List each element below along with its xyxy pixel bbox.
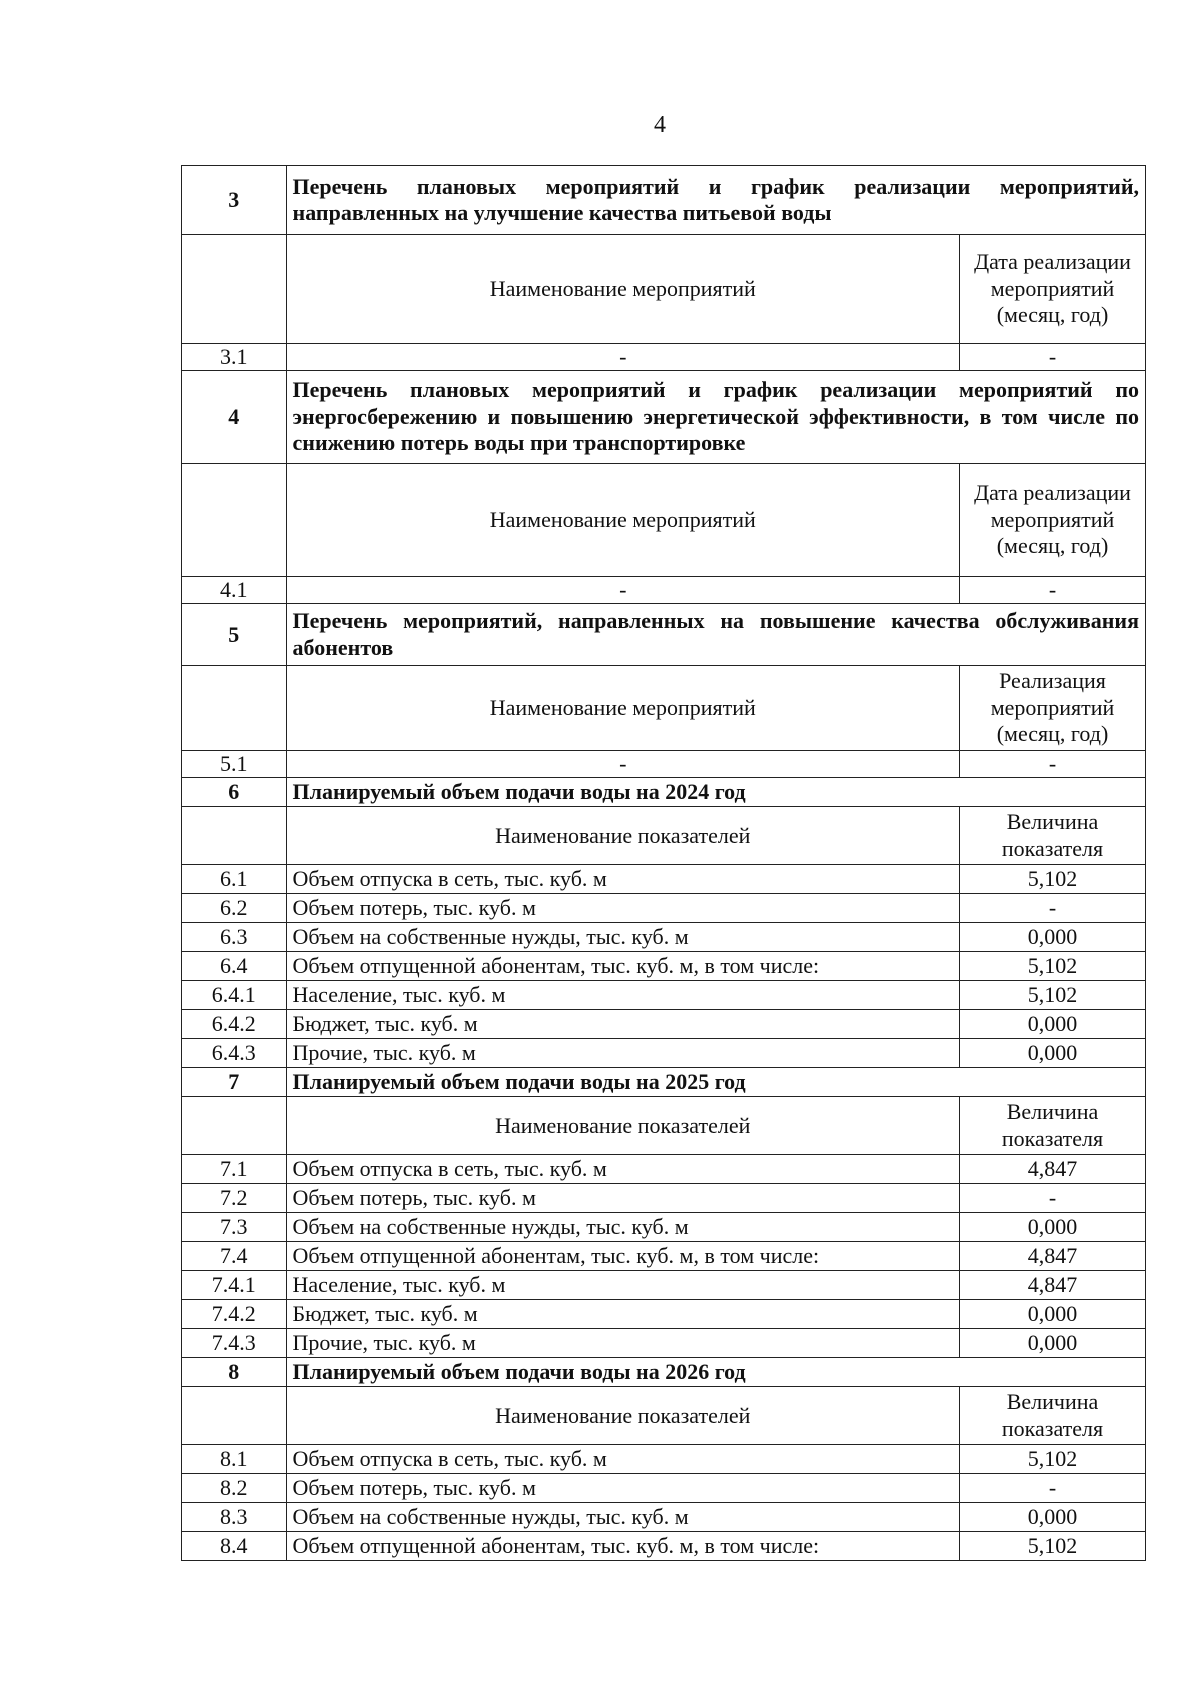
column-header-value: Величина показателя bbox=[960, 1097, 1146, 1155]
row-value: - bbox=[960, 344, 1146, 371]
row-name: Население, тыс. куб. м bbox=[286, 1271, 959, 1300]
row-value: 5,102 bbox=[960, 981, 1146, 1010]
section-header-7 bbox=[182, 1068, 1146, 1097]
row-name: - bbox=[286, 751, 959, 778]
table-row bbox=[182, 1474, 1146, 1503]
column-header-row bbox=[182, 666, 1146, 751]
row-number: 7.2 bbox=[182, 1184, 287, 1213]
empty-cell bbox=[182, 235, 287, 344]
column-header-row bbox=[182, 807, 1146, 865]
column-header-value: Дата реализации мероприятий (месяц, год) bbox=[960, 464, 1146, 577]
table-row bbox=[182, 894, 1146, 923]
row-number: 6.1 bbox=[182, 865, 287, 894]
row-name: - bbox=[286, 344, 959, 371]
column-header-row bbox=[182, 1387, 1146, 1445]
table-row bbox=[182, 981, 1146, 1010]
row-name: Прочие, тыс. куб. м bbox=[286, 1039, 959, 1068]
section-title: Перечень мероприятий, направленных на повышение качества обслуживания абонентов bbox=[286, 604, 1145, 666]
section-title: Планируемый объем подачи воды на 2025 год bbox=[286, 1068, 1145, 1097]
row-number: 7.4 bbox=[182, 1242, 287, 1271]
section-number: 7 bbox=[182, 1068, 287, 1097]
section-title: Перечень плановых мероприятий и график реализации мероприятий, направленных на улучшение качества питьевой воды bbox=[286, 166, 1145, 235]
row-number: 6.4.3 bbox=[182, 1039, 287, 1068]
table-row bbox=[182, 1445, 1146, 1474]
row-value: 0,000 bbox=[960, 1329, 1146, 1358]
row-name: Объем отпуска в сеть, тыс. куб. м bbox=[286, 865, 959, 894]
row-value: 0,000 bbox=[960, 1010, 1146, 1039]
row-name: Объем отпущенной абонентам, тыс. куб. м, в том числе: bbox=[286, 952, 959, 981]
section-header-6 bbox=[182, 778, 1146, 807]
row-name: Объем отпущенной абонентам, тыс. куб. м, в том числе: bbox=[286, 1242, 959, 1271]
row-number: 3.1 bbox=[182, 344, 287, 371]
row-number: 7.4.1 bbox=[182, 1271, 287, 1300]
row-number: 8.2 bbox=[182, 1474, 287, 1503]
section-number: 8 bbox=[182, 1358, 287, 1387]
row-value: 0,000 bbox=[960, 1503, 1146, 1532]
table-row bbox=[182, 577, 1146, 604]
column-header-row bbox=[182, 235, 1146, 344]
table-row bbox=[182, 1242, 1146, 1271]
row-number: 6.4.1 bbox=[182, 981, 287, 1010]
row-number: 7.4.3 bbox=[182, 1329, 287, 1358]
column-header-value: Величина показателя bbox=[960, 1387, 1146, 1445]
row-value: - bbox=[960, 1474, 1146, 1503]
section-title: Планируемый объем подачи воды на 2026 год bbox=[286, 1358, 1145, 1387]
row-number: 6.2 bbox=[182, 894, 287, 923]
row-value: 5,102 bbox=[960, 865, 1146, 894]
row-value: 4,847 bbox=[960, 1271, 1146, 1300]
row-name: Объем на собственные нужды, тыс. куб. м bbox=[286, 1213, 959, 1242]
section-title: Планируемый объем подачи воды на 2024 год bbox=[286, 778, 1145, 807]
row-value: 5,102 bbox=[960, 1445, 1146, 1474]
row-number: 8.4 bbox=[182, 1532, 287, 1561]
column-header-row bbox=[182, 1097, 1146, 1155]
table-row bbox=[182, 751, 1146, 778]
row-value: 0,000 bbox=[960, 1300, 1146, 1329]
row-value: 0,000 bbox=[960, 923, 1146, 952]
row-value: - bbox=[960, 577, 1146, 604]
empty-cell bbox=[182, 1097, 287, 1155]
row-number: 7.3 bbox=[182, 1213, 287, 1242]
row-name: Прочие, тыс. куб. м bbox=[286, 1329, 959, 1358]
row-value: - bbox=[960, 751, 1146, 778]
row-value: - bbox=[960, 1184, 1146, 1213]
column-header-value: Реализация мероприятий (месяц, год) bbox=[960, 666, 1146, 751]
row-name: - bbox=[286, 577, 959, 604]
table-row bbox=[182, 952, 1146, 981]
column-header-name: Наименование показателей bbox=[286, 1387, 959, 1445]
table-row bbox=[182, 344, 1146, 371]
table-row bbox=[182, 1300, 1146, 1329]
column-header-name: Наименование мероприятий bbox=[286, 464, 959, 577]
row-name: Объем на собственные нужды, тыс. куб. м bbox=[286, 923, 959, 952]
row-value: - bbox=[960, 894, 1146, 923]
table-row bbox=[182, 1039, 1146, 1068]
row-value: 5,102 bbox=[960, 952, 1146, 981]
table-row bbox=[182, 1010, 1146, 1039]
section-header-4 bbox=[182, 371, 1146, 464]
row-number: 7.4.2 bbox=[182, 1300, 287, 1329]
table-row bbox=[182, 923, 1146, 952]
table-row bbox=[182, 1184, 1146, 1213]
row-name: Бюджет, тыс. куб. м bbox=[286, 1300, 959, 1329]
row-name: Объем отпуска в сеть, тыс. куб. м bbox=[286, 1445, 959, 1474]
table-row bbox=[182, 1155, 1146, 1184]
row-name: Объем отпуска в сеть, тыс. куб. м bbox=[286, 1155, 959, 1184]
section-number: 3 bbox=[182, 166, 287, 235]
row-number: 6.3 bbox=[182, 923, 287, 952]
column-header-value: Дата реализации мероприятий (месяц, год) bbox=[960, 235, 1146, 344]
row-number: 6.4 bbox=[182, 952, 287, 981]
row-value: 4,847 bbox=[960, 1242, 1146, 1271]
empty-cell bbox=[182, 464, 287, 577]
table-row bbox=[182, 1532, 1146, 1561]
section-number: 5 bbox=[182, 604, 287, 666]
row-name: Объем на собственные нужды, тыс. куб. м bbox=[286, 1503, 959, 1532]
column-header-name: Наименование мероприятий bbox=[286, 666, 959, 751]
row-number: 6.4.2 bbox=[182, 1010, 287, 1039]
table-row bbox=[182, 1503, 1146, 1532]
page-number: 4 bbox=[654, 112, 666, 138]
row-name: Объем потерь, тыс. куб. м bbox=[286, 1184, 959, 1213]
row-value: 4,847 bbox=[960, 1155, 1146, 1184]
table-row bbox=[182, 1329, 1146, 1358]
row-number: 8.3 bbox=[182, 1503, 287, 1532]
row-name: Объем потерь, тыс. куб. м bbox=[286, 894, 959, 923]
section-title: Перечень плановых мероприятий и график реализации мероприятий по энергосбережению и повышению энергетической эффективности, в том числе по снижению потерь воды при транспортировке bbox=[286, 371, 1145, 464]
row-value: 0,000 bbox=[960, 1039, 1146, 1068]
row-name: Объем отпущенной абонентам, тыс. куб. м, в том числе: bbox=[286, 1532, 959, 1561]
column-header-row bbox=[182, 464, 1146, 577]
section-header-8 bbox=[182, 1358, 1146, 1387]
document-table bbox=[181, 165, 1146, 1561]
section-header-3 bbox=[182, 166, 1146, 235]
row-name: Население, тыс. куб. м bbox=[286, 981, 959, 1010]
column-header-name: Наименование мероприятий bbox=[286, 235, 959, 344]
empty-cell bbox=[182, 807, 287, 865]
empty-cell bbox=[182, 666, 287, 751]
row-value: 0,000 bbox=[960, 1213, 1146, 1242]
row-name: Объем потерь, тыс. куб. м bbox=[286, 1474, 959, 1503]
column-header-value: Величина показателя bbox=[960, 807, 1146, 865]
section-header-5 bbox=[182, 604, 1146, 666]
table-row bbox=[182, 865, 1146, 894]
empty-cell bbox=[182, 1387, 287, 1445]
row-name: Бюджет, тыс. куб. м bbox=[286, 1010, 959, 1039]
table-row bbox=[182, 1213, 1146, 1242]
row-number: 4.1 bbox=[182, 577, 287, 604]
section-number: 4 bbox=[182, 371, 287, 464]
section-number: 6 bbox=[182, 778, 287, 807]
column-header-name: Наименование показателей bbox=[286, 1097, 959, 1155]
row-number: 7.1 bbox=[182, 1155, 287, 1184]
table-row bbox=[182, 1271, 1146, 1300]
row-number: 5.1 bbox=[182, 751, 287, 778]
row-value: 5,102 bbox=[960, 1532, 1146, 1561]
row-number: 8.1 bbox=[182, 1445, 287, 1474]
column-header-name: Наименование показателей bbox=[286, 807, 959, 865]
